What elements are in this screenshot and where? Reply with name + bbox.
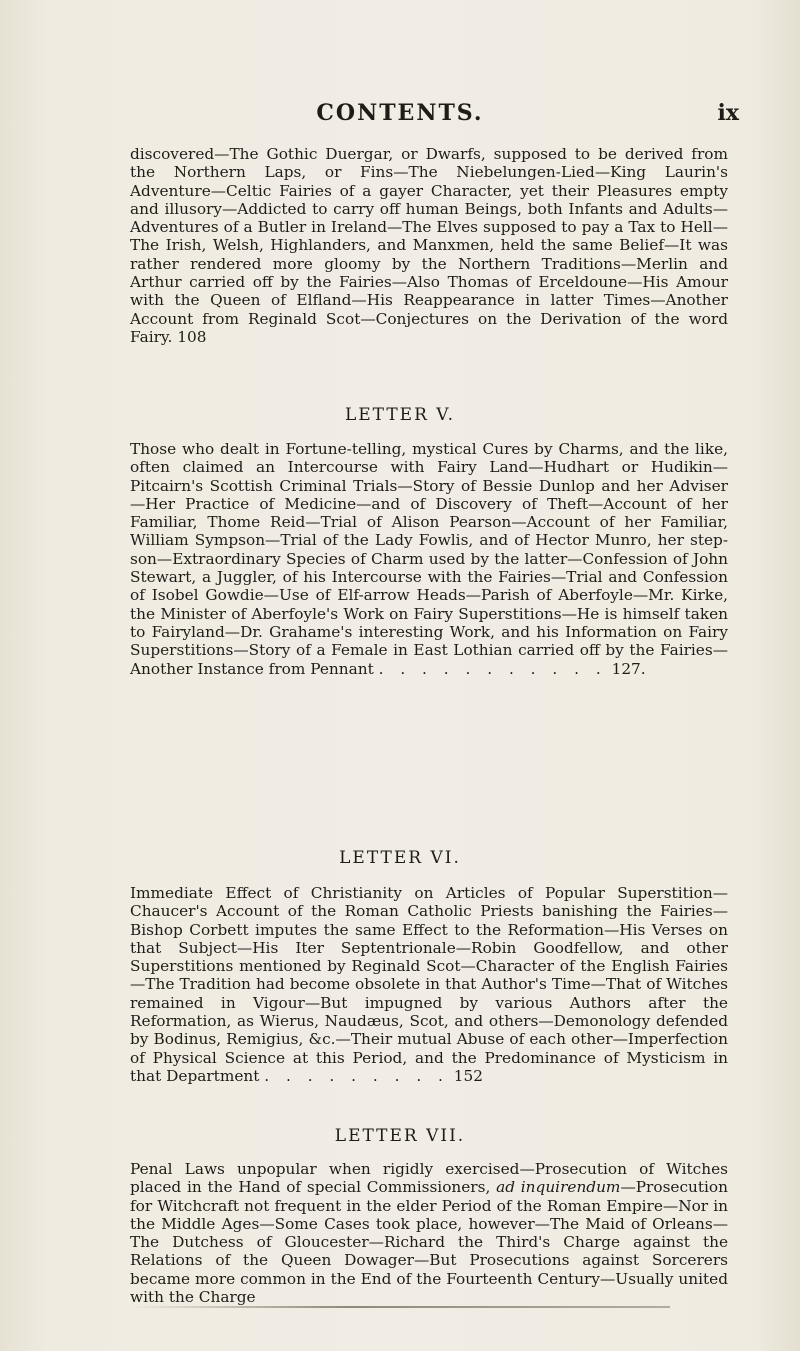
entry-body: Immediate Effect of Christianity on Articles of Popular Superstition—Chaucer's Account of the Roman Catholic Priests banishing the Fairies—Bishop Corbett imputes the same Effect to the Reformation—His Verses on that Subject—His Iter Septentrionale—Robin Goodfellow, and other Superstitions mentioned by Reginald Scot—Character of the English Fairies—The Tradition had become obsolete in that Author's Time—That of Witches remained in Vigour—But impugned by various Authors after the Reformation, as Wierus, Naudæus, Scot, and others—Demonology defended by Bodinus, Remigius, &c.—Their mutual Abuse of each other—Imperfection of Physical Science at this Period, and the Predominance of Mysticism in that Department (130, 884, 728, 1085)
continuation-entry (130, 145, 728, 346)
letter-vii-heading: LETTER VII. (334, 1126, 466, 1146)
italic-phrase: ad inquirendum (496, 1178, 621, 1197)
entry-body-continued: —Prosecution for Witchcraft not frequent in the elder Period of the Roman Empire—Nor in the Middle Ages—Some Cases took place, however—The Maid of Orleans—The Dutchess of Gloucester—Richard the Third's Charge against the Relations of the Queen Dowager—But Prosecutions against Sorcerers became more common in the End of the Fourteenth Century—Usually united with the Charge (130, 1178, 728, 1307)
page-number: ix (717, 100, 739, 126)
entry-page-ref: 108 (177, 327, 207, 346)
letter-v-entry (130, 440, 728, 678)
entry-body: discovered—The Gothic Duergar, or Dwarfs, supposed to be derived from the Northern Laps, or Fins—The Niebelungen-Lied—King Laurin's Adventure—Celtic Fairies of a gayer Character, yet their Pleasures empty and illusory—Addicted to carry off human Beings, both Infants and Adults—Adventures of a Butler in Ireland—The Elves supposed to pay a Tax to Hell—The Irish, Welsh, Highlanders, and Manxmen, held the same Belief—It was rather rendered more gloomy by the Northern Traditions—Merlin and Arthur carried off by the Fairies—Also Thomas of Erceldoune—His Amour with the Queen of Elfland—His Reappearance in latter Times—Another Account from Reginald Scot—Conjectures on the Derivation of the word Fairy. (130, 145, 728, 346)
letter-vi-heading: LETTER VI. (339, 848, 461, 868)
letter-vii-entry (130, 1160, 728, 1306)
leader-dots: . . . . . . . . . (264, 1066, 449, 1085)
entry-body: Those who dealt in Fortune-telling, mystical Cures by Charms, and the like, often claimed an Intercourse with Fairy Land—Hudhart or Hudikin—Pitcairn's Scottish Criminal Trials—Story of Bessie Dunlop and her Adviser—Her Practice of Medicine—and of Discovery of Theft—Account of her Familiar, Thome Reid—Trial of Alison Pearson—Account of her Familiar, William Sympson—Trial of the Lady Fowlis, and of Hector Munro, her step-son—Extraordinary Species of Charm used by the latter—Confession of John Stewart, a Juggler, of his Intercourse with the Fairies—Trial and Confession of Isobel Gowdie—Use of Elf-arrow Heads—Parish of Aberfoyle—Mr. Kirke, the Minister of Aberfoyle's Work on Fairy Superstitions—He is himself taken to Fairyland—Dr. Grahame's interesting Work, and his Information on Fairy Superstitions—Story of a Female in East Lothian carried off by the Fairies—Another Instance from Pennant (130, 440, 728, 678)
page-edge-shadow (130, 1306, 670, 1308)
entry-text (130, 440, 728, 678)
page-title: CONTENTS. (316, 100, 484, 126)
entry-text (130, 884, 728, 1085)
entry-page-ref: 152 (453, 1066, 483, 1085)
running-head (0, 100, 800, 130)
entry-text (130, 1160, 728, 1306)
entry-text (130, 145, 728, 346)
letter-vi-entry (130, 884, 728, 1085)
leader-dots: . . . . . . . . . . . (378, 659, 607, 678)
letter-v-heading: LETTER V. (344, 405, 455, 425)
entry-page-ref: 127. (611, 659, 646, 678)
entry-body: Penal Laws unpopular when rigidly exercised—Prosecution of Witches placed in the Hand of special Commissioners, (130, 1160, 728, 1197)
